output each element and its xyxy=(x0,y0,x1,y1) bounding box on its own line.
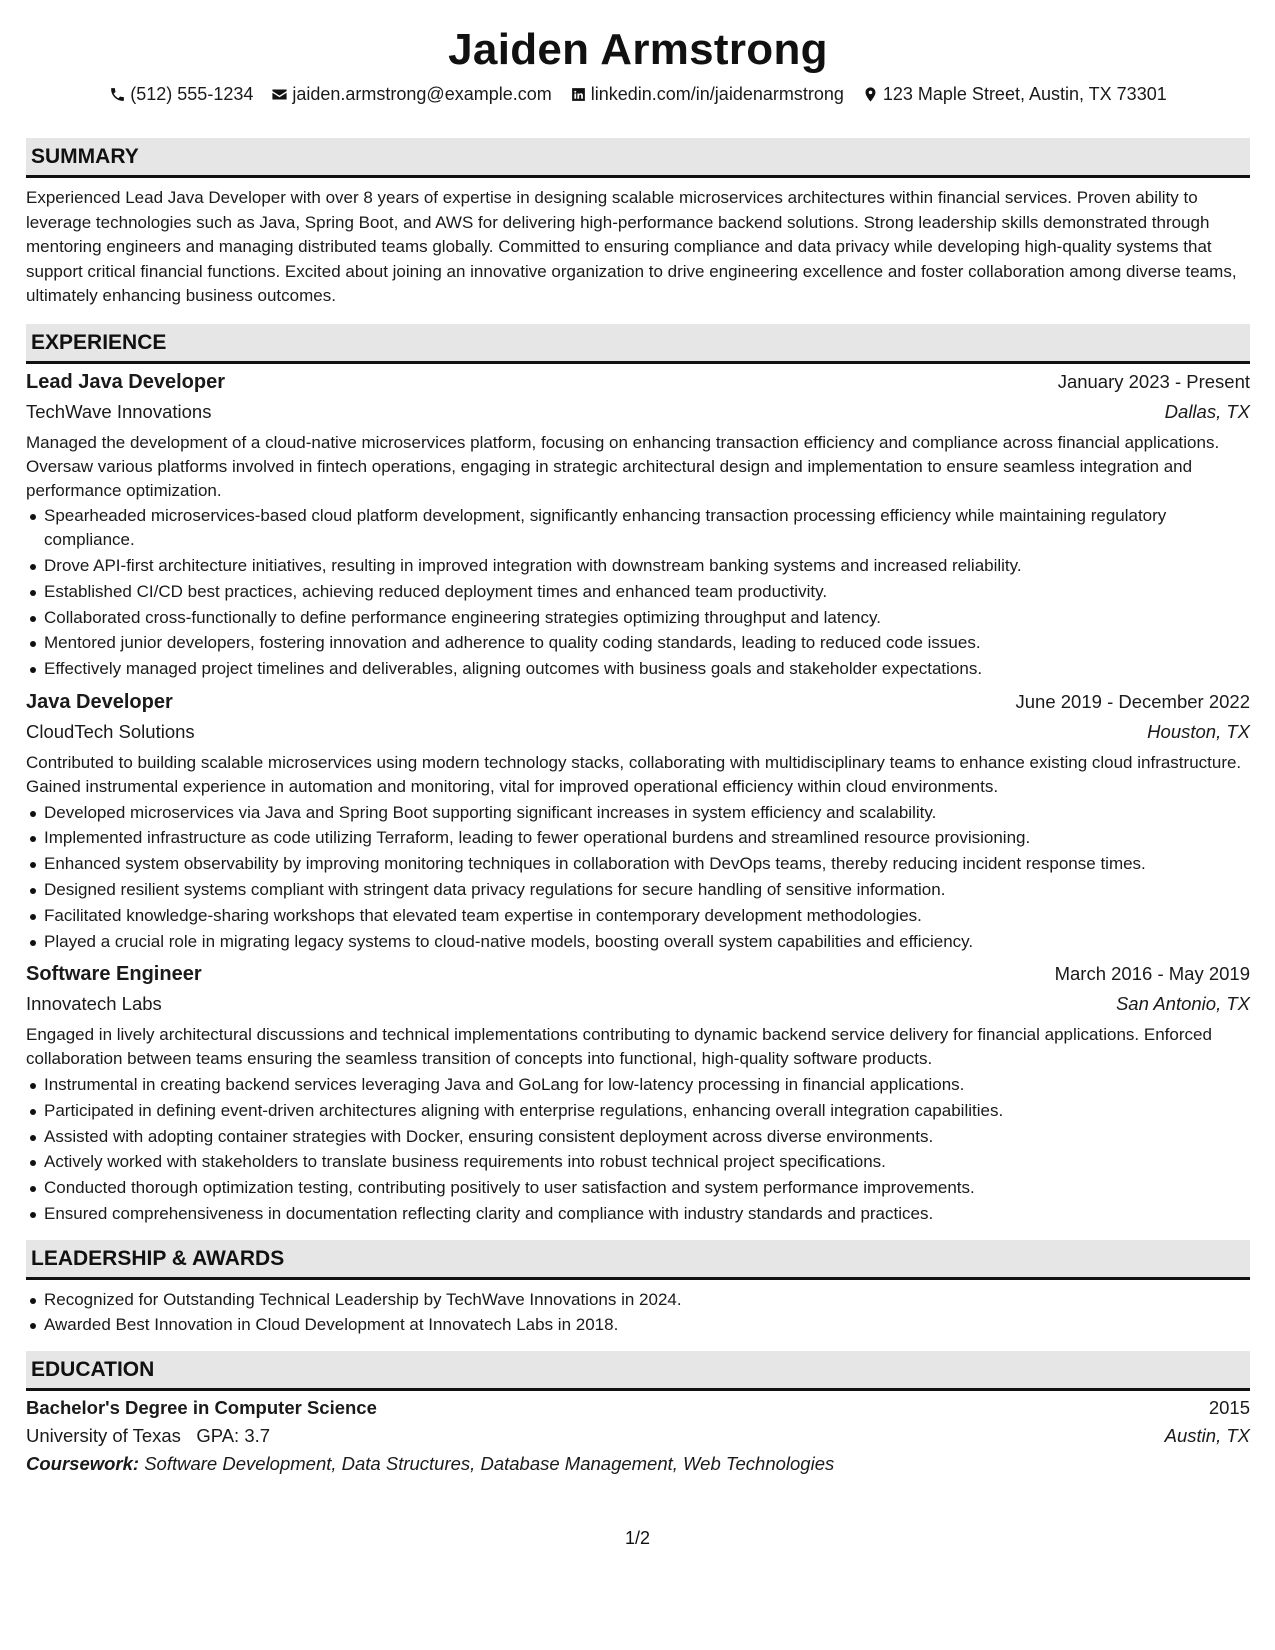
bullet-item: Established CI/CD best practices, achieving reduced deployment times and enhanced team productivity. xyxy=(26,580,1250,604)
job-description: Managed the development of a cloud-native microservices platform, focusing on enhancing transaction efficiency and compliance across financial applications. Oversaw various platforms involved in fintech operations, engaging in strategic architectural design and implementation to ensure seamless integration and performance optimization. xyxy=(26,432,1220,500)
candidate-name: Jaiden Armstrong xyxy=(448,25,828,74)
degree-title: Bachelor's Degree in Computer Science xyxy=(26,1397,377,1419)
page-number: 1/2 xyxy=(624,1528,651,1548)
job-location: Houston, TX xyxy=(1147,720,1250,742)
phone-icon xyxy=(109,86,126,103)
job-title: Java Developer xyxy=(26,690,173,713)
bullet-item: Enhanced system observability by improving monitoring techniques in collaboration with DevOps teams, thereby reducing incident response times. xyxy=(26,852,1250,876)
job-entry xyxy=(26,960,1250,1225)
school-location: Austin, TX xyxy=(1164,1425,1250,1447)
job-dates: June 2019 - December 2022 xyxy=(1015,690,1250,712)
bullet-item: Developed microservices via Java and Spring Boot supporting significant increases in system efficiency and scalability. xyxy=(26,801,1250,825)
phone-text: (512) 555-1234 xyxy=(130,84,254,104)
linkedin-icon xyxy=(570,86,587,103)
coursework-label: Coursework: xyxy=(26,1453,140,1475)
bullet-item: Conducted thorough optimization testing, contributing positively to user satisfaction and system performance improvements. xyxy=(26,1176,1250,1200)
job-bullets xyxy=(26,504,1250,681)
resume-page xyxy=(26,0,1250,1478)
summary-text: Experienced Lead Java Developer with over 8 years of expertise in designing scalable microservices architectures within financial services. Proven ability to leverage technologies such as Java, Spring Boot, and AWS for delivering high-performance backend solutions. Strong leadership skills demonstrated through mentoring engineers and managing distributed teams globally. Committed to ensuring compliance and data privacy while developing high-quality systems that support critical financial functions. Excited about joining an innovative organization to drive engineering excellence and foster collaboration among diverse teams, ultimately enhancing business outcomes. xyxy=(26,188,1237,306)
job-company: CloudTech Solutions xyxy=(26,720,195,742)
envelope-icon xyxy=(271,86,288,103)
award-item: Awarded Best Innovation in Cloud Development at Innovatech Labs in 2018. xyxy=(26,1313,1250,1337)
bullet-item: Implemented infrastructure as code utilizing Terraform, leading to fewer operational burdens and streamlined resource provisioning. xyxy=(26,826,1250,850)
address-text: 123 Maple Street, Austin, TX 73301 xyxy=(882,84,1167,104)
summary-heading: SUMMARY xyxy=(26,138,1250,178)
bullet-item: Actively worked with stakeholders to translate business requirements into robust technical project specifications. xyxy=(26,1150,1250,1174)
bullet-item: Ensured comprehensiveness in documentation reflecting clarity and compliance with industry standards and practices. xyxy=(26,1202,1250,1226)
education-heading: EDUCATION xyxy=(26,1351,1250,1391)
contact-bar xyxy=(26,82,1250,106)
bullet-item: Facilitated knowledge-sharing workshops that elevated team expertise in contemporary development methodologies. xyxy=(26,904,1250,928)
job-location: San Antonio, TX xyxy=(1115,993,1250,1015)
bullet-item: Instrumental in creating backend services leveraging Java and GoLang for low-latency processing in financial applications. xyxy=(26,1073,1250,1097)
bullet-item: Spearheaded microservices-based cloud platform development, significantly enhancing transaction processing efficiency while maintaining regulatory compliance. xyxy=(26,504,1250,552)
coursework-list: Software Development, Data Structures, Database Management, Web Technologies xyxy=(144,1453,835,1475)
job-bullets xyxy=(26,1073,1250,1226)
experience-heading: EXPERIENCE xyxy=(26,324,1250,364)
contact-address xyxy=(862,82,1167,106)
job-company: TechWave Innovations xyxy=(26,400,212,422)
email-link[interactable]: jaiden.armstrong@example.com xyxy=(292,84,552,104)
bullet-item: Designed resilient systems compliant with stringent data privacy regulations for secure handling of sensitive information. xyxy=(26,878,1250,902)
bullet-item: Effectively managed project timelines and deliverables, aligning outcomes with business goals and stakeholder expectations. xyxy=(26,657,1250,681)
bullet-item: Collaborated cross-functionally to define performance engineering strategies optimizing throughput and latency. xyxy=(26,606,1250,630)
contact-phone xyxy=(109,82,253,106)
job-entry xyxy=(26,688,1250,953)
graduation-year: 2015 xyxy=(1208,1397,1250,1419)
contact-email[interactable] xyxy=(271,82,551,106)
bullet-item: Played a crucial role in migrating legacy systems to cloud-native models, boosting overall system capabilities and efficiency. xyxy=(26,930,1250,954)
job-bullets xyxy=(26,801,1250,954)
coursework-line xyxy=(26,1450,1250,1478)
job-dates: January 2023 - Present xyxy=(1057,370,1250,392)
job-title: Software Engineer xyxy=(26,963,202,986)
bullet-item: Assisted with adopting container strategies with Docker, ensuring consistent deployment across diverse environments. xyxy=(26,1125,1250,1149)
job-company: Innovatech Labs xyxy=(26,993,162,1015)
job-entry xyxy=(26,368,1250,681)
leadership-list xyxy=(26,1288,1250,1338)
job-description: Engaged in lively architectural discussions and technical implementations contributing to dynamic backend service delivery for financial applications. Enforced collaboration between teams ensuring the seamless transition of concepts into functional, high-quality software products. xyxy=(26,1025,1212,1069)
bullet-item: Mentored junior developers, fostering innovation and adherence to quality coding standards, leading to reduced code issues. xyxy=(26,631,1250,655)
job-title: Lead Java Developer xyxy=(26,370,225,393)
job-location: Dallas, TX xyxy=(1164,400,1250,422)
school-line xyxy=(26,1422,270,1450)
gpa: GPA: 3.7 xyxy=(196,1425,271,1447)
award-item: Recognized for Outstanding Technical Leadership by TechWave Innovations in 2024. xyxy=(26,1288,1250,1312)
linkedin-link[interactable]: linkedin.com/in/jaidenarmstrong xyxy=(590,84,844,104)
education-entry xyxy=(26,1394,1250,1478)
job-description: Contributed to building scalable microservices using modern technology stacks, collaborating with multidisciplinary teams to enhance existing cloud infrastructure. Gained instrumental experience in automation and monitoring, vital for improved operational efficiency within cloud environments. xyxy=(26,752,1242,796)
bullet-item: Drove API-first architecture initiatives, resulting in improved integration with downstream banking systems and increased reliability. xyxy=(26,554,1250,578)
school-name: University of Texas xyxy=(26,1425,181,1447)
job-dates: March 2016 - May 2019 xyxy=(1054,963,1250,985)
contact-linkedin[interactable] xyxy=(570,82,844,106)
bullet-item: Participated in defining event-driven architectures aligning with enterprise regulations, enhancing overall integration capabilities. xyxy=(26,1099,1250,1123)
leadership-heading: LEADERSHIP & AWARDS xyxy=(26,1240,1250,1280)
map-pin-icon xyxy=(862,86,879,103)
